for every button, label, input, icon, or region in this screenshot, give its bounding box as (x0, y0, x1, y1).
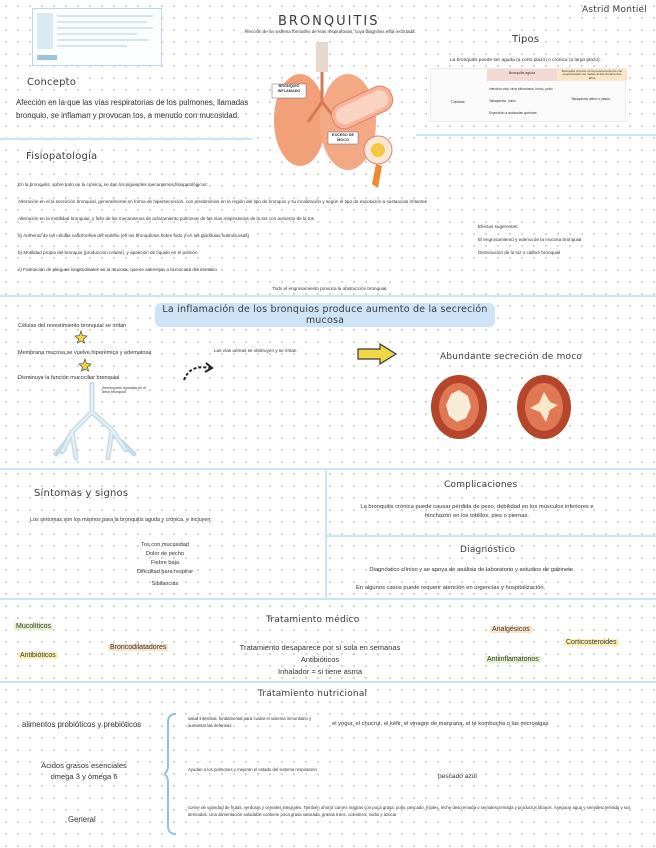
diagram-step-3: Disminuye la función mucociliar bronquial (18, 375, 120, 381)
fisio-side-2: El engrosamiento y edema de la mucosa bronquial (478, 237, 582, 242)
tipos-cell-2: Tabaquismo, humo (489, 99, 516, 103)
complicaciones-heading: Complicaciones (444, 480, 518, 490)
nutrition-brace (164, 712, 180, 836)
tratamiento-nutricional-heading: Tratamiento nutricional (258, 689, 368, 699)
complicaciones-text: La bronquitis crónica puede causar pérdida de peso, debilidad en los músculos inferiores e hinchazón en los tobillos, pies o piernas. (360, 504, 594, 519)
diagram-step-2: Membrana mucosa se vuelve hiperémica y edematosa (18, 350, 152, 356)
nutri-label-2: Ácidos grasos esenciales omega 3 y omega 6 (41, 761, 127, 781)
tratamiento-center-1: Tratamiento desaparece por sí sola en semanas (239, 643, 401, 652)
fisio-bottom: Todo el engrosamiento provoca la obstrucción bronquial. (272, 286, 388, 291)
corticosteroides-text: Corticosteroides (566, 639, 617, 646)
fisio-line-3: Alteración en la motilidad bronquial, y fallo de los mecanismos de aclaramiento pulmonar de las vías respiratorias de la tos con aumento de la tos (18, 216, 314, 221)
nutri-label-3: General (68, 815, 96, 824)
tree-label: Secreciones mucosas en el árbol bronquial (102, 386, 146, 395)
sintoma-5: Sibilancias (151, 581, 179, 587)
divider (0, 468, 656, 470)
star-icon (78, 358, 92, 372)
diagram-moco: Abundante secreción de moco (440, 352, 583, 362)
fisio-side-3: Disminución de la luz o calibre bronquial (478, 250, 561, 255)
diagram-middle: Las vías aéreas se obstruyen y se irritan (214, 348, 297, 353)
thumbnail-card (32, 8, 162, 66)
tipos-row-label: Causas (451, 99, 465, 104)
fisio-line-2: Alteración en el la secreción bronquial, generalmente en forma de hipersecreción, con predominios en la región del tipo de bronquio y su localización y según el tipo de exposición a sustancias irritantes (18, 199, 428, 204)
sintoma-3: Fiebre baja (151, 560, 179, 566)
broncodilatadores-label (108, 643, 168, 652)
right-arrow-icon (356, 342, 398, 366)
nutri-note-2: Ayudan a los pulmones y mejoran el estado del sistema respiratorio (188, 767, 317, 772)
mucoliticos-label (14, 622, 53, 631)
fisio-line-1: En la bronquitis, sobre todo en la crónica, se dan los siguientes mecanismos fisiopatológicos: (18, 182, 208, 187)
divider (0, 598, 656, 600)
fisio-line-5: b) Motilidad propia del bronquio (producción celular), y aparición de líquido en el pulmón (18, 250, 198, 255)
antibioticos-left-text: Antibióticos (20, 652, 56, 659)
corticosteroides-label (564, 638, 619, 647)
bronchial-tree-illustration (52, 382, 146, 468)
nutri-example-1: el yogur, el chucrut, el kéfir, el vinagre de manzana, el té kombucha o las microalgas (332, 721, 549, 727)
tipos-cell-3: Exposición a sustancias químicas (489, 111, 537, 115)
fisio-line-6: c) Formación de pliegues longitudinales en la mucosa, que se asemejan a la mucosa del intestino (18, 267, 217, 272)
concepto-text: Afección en la que las vías respiratorias de los pulmones, llamadas bronquio, se inflaman y provocan tos, a menudo con mucosidad. (16, 98, 249, 120)
tipos-right-cell: Tabaquismo activo o pasivo (571, 97, 611, 101)
fisio-line-4: a) Aumento de las células caliciformes del epitelio (en los bronquiolos sobre todo y en las glándulas submucosas) (18, 233, 250, 238)
antiinflamatorios-label (485, 655, 541, 664)
analgesicos-text: Analgésicos (492, 626, 530, 633)
divider (325, 470, 327, 598)
page-subtitle: Afección de un sistema formativo de vías respiratorias, cuya diagnosis está recortada. (244, 29, 416, 34)
sintoma-4: Dificultad para respirar (136, 569, 194, 575)
bronchus-section-2 (512, 372, 576, 442)
divider (416, 134, 656, 136)
sintoma-1: Tos con mucosidad (141, 542, 189, 548)
nutri-note-1: salud intestinal, fundamental para cuidar el sistema inmunitario y aumentar las defensas (188, 716, 312, 728)
fisio-side-1: Efectos sugerentes: (478, 224, 519, 229)
tipos-table (430, 68, 626, 122)
lungs-label-bronquio: BRONQUIO INFLAMADO (277, 84, 301, 93)
curved-arrow-icon (180, 360, 216, 386)
sintomas-intro: Los síntomas son los mismos para la bronquitis aguda y crónica, e incluyen: (30, 517, 212, 523)
divider (0, 138, 252, 140)
nutri-note-3: comer de variedad de frutas, verduras y cereales integrales. También ahorra carnes magras con poca grasa, pollo, pescado, frijoles, leche descremada o semidescremada y productos lácteos. Asegurar agua y semidescremada y sus derivados. Una alimentación saludable contiene poca grasa saturada, grasas trans, colesterol, sodio y azúcar (188, 805, 631, 817)
antiinflamatorios-text: Antiinflamatorios (487, 656, 539, 663)
divider (0, 681, 656, 683)
sintoma-2: Dolor de pecho (146, 551, 184, 557)
nutri-example-2: pescado azul (438, 773, 477, 780)
tipos-cell-1: Infección viral, virus infecciosos, humo, polvo (489, 87, 553, 91)
star-icon (74, 330, 88, 344)
fisiopatologia-heading: Fisiopatología (26, 151, 98, 162)
divider (0, 295, 656, 297)
tipos-heading: Tipos (512, 34, 540, 45)
diagnostico-line-1: Diagnóstico clínico y se apoya de análisis de laboratorio y estudios de gabinete. (369, 567, 575, 573)
lungs-illustration (268, 42, 398, 192)
divider (326, 535, 656, 537)
diagram-step-1: Células del revestimiento bronquial se irritan (18, 323, 127, 329)
concepto-heading: Concepto (27, 77, 77, 88)
bronchus-section-1 (426, 372, 492, 442)
page-title: BRONQUITIS (278, 14, 380, 29)
fisio-highlight: La inflamación de los bronquios produce aumento de la secreción mucosa (155, 303, 495, 327)
nutri-label-1: alimentos probióticos y prebióticos (22, 720, 142, 729)
antibioticos-left-label (18, 651, 58, 660)
diagnostico-line-2: En algunos casos puede requerir atención en urgencias y hospitalización. (356, 585, 546, 591)
tipos-head-cronica: Bronquitis crónica: es la presencia de tos con expectoración los meses al año durante dos años (561, 69, 623, 80)
tratamiento-medico-heading: Tratamiento médico (266, 615, 360, 625)
tipos-head-aguda: Bronquitis aguda (508, 71, 536, 75)
tratamiento-center-3: Inhalador = si tiene asma (277, 667, 362, 676)
analgesicos-label (490, 625, 532, 634)
diagnostico-heading: Diagnóstico (460, 545, 516, 555)
lungs-label-moco: EXCESO DE MOCO (331, 133, 355, 142)
tipos-intro: La bronquitis puede ser aguda (a corto plazo) o crónica (a largo plazo). (450, 58, 601, 63)
broncodilatadores-text: Broncodilatadores (110, 644, 167, 651)
sintomas-heading: Síntomas y signos (34, 488, 129, 499)
mucoliticos-text: Mucolíticos (16, 623, 52, 630)
author-name: Astrid Montiel (582, 5, 647, 15)
tratamiento-center-2: Antibióticos (300, 655, 340, 664)
